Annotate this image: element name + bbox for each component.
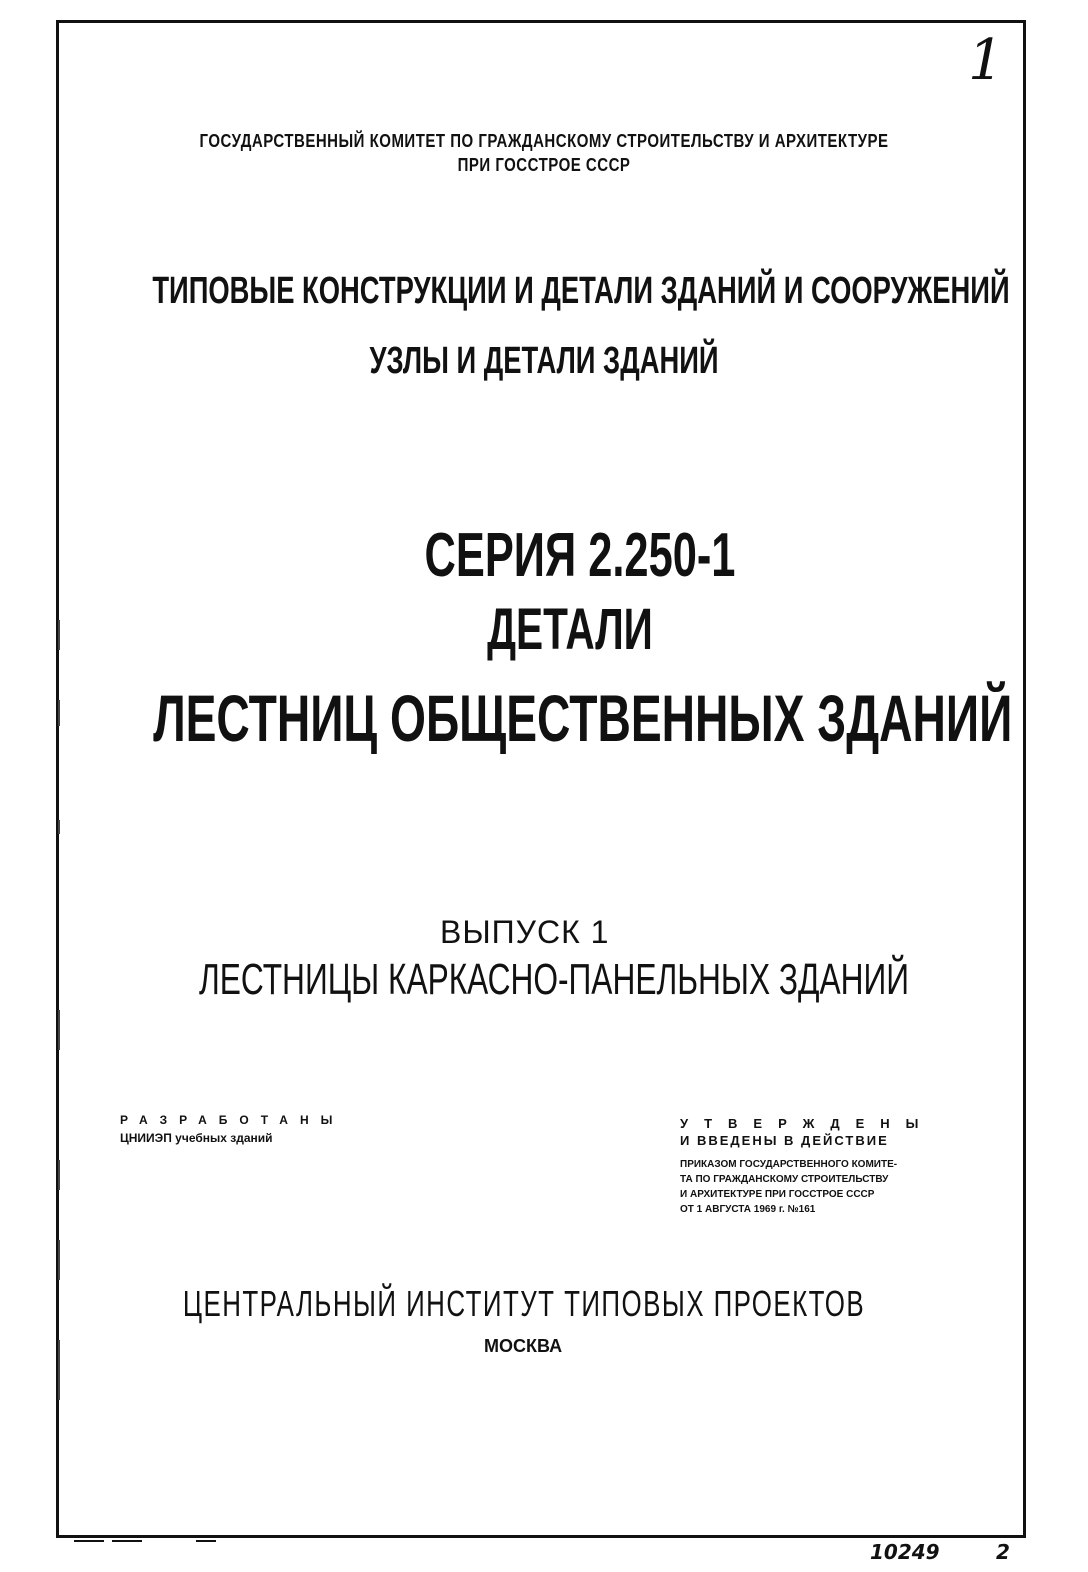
footer-sheet: 2	[996, 1540, 1010, 1564]
heading-nodes-details: УЗЛЫ И ДЕТАЛИ ЗДАНИЙ	[369, 340, 719, 382]
margin-mark	[58, 1010, 60, 1050]
margin-mark	[58, 820, 60, 834]
approved-line-1: ПРИКАЗОМ ГОСУДАРСТВЕННОГО КОМИТЕ-	[680, 1159, 898, 1170]
margin-mark	[58, 620, 60, 650]
institute-city: МОСКВА	[484, 1336, 563, 1356]
issue-label: ВЫПУСК 1	[440, 914, 610, 950]
heading-typical-structures: ТИПОВЫЕ КОНСТРУКЦИИ И ДЕТАЛИ ЗДАНИЙ И СООРУЖЕНИЙ	[152, 270, 1010, 312]
bottom-dash	[196, 1540, 216, 1542]
bottom-dash	[112, 1540, 142, 1542]
margin-mark	[58, 700, 60, 726]
developed-by: ЦНИИЭП учебных зданий	[120, 1131, 273, 1145]
committee-line-2: ПРИ ГОССТРОЕ СССР	[457, 154, 631, 177]
approved-label: УТВЕРЖДЕНЫ	[680, 1116, 935, 1131]
series-code: СЕРИЯ 2.250-1	[424, 521, 736, 590]
developed-label: РАЗРАБОТАНЫ	[120, 1113, 345, 1127]
committee-line-1: ГОСУДАРСТВЕННЫЙ КОМИТЕТ ПО ГРАЖДАНСКОМУ СТРОИТЕЛЬСТВУ И АРХИТЕКТУРЕ	[199, 130, 889, 153]
institute-name: ЦЕНТРАЛЬНЫЙ ИНСТИТУТ ТИПОВЫХ ПРОЕКТОВ	[182, 1283, 866, 1324]
approved-line-3: И АРХИТЕКТУРЕ ПРИ ГОССТРОЕ СССР	[680, 1189, 875, 1200]
footer-code: 10249	[870, 1540, 940, 1564]
margin-mark	[58, 1340, 60, 1400]
approved-line-2: ТА ПО ГРАЖДАНСКОМУ СТРОИТЕЛЬСТВУ	[680, 1174, 889, 1185]
margin-mark	[58, 1160, 60, 1190]
series-title-details: ДЕТАЛИ	[487, 597, 653, 662]
issue-title: ЛЕСТНИЦЫ КАРКАСНО-ПАНЕЛЬНЫХ ЗДАНИЙ	[198, 955, 910, 1004]
approved-label-2: И ВВЕДЕНЫ В ДЕЙСТВИЕ	[680, 1133, 889, 1148]
bottom-dash	[74, 1540, 104, 1542]
page-number-handwritten: 1	[968, 28, 1004, 93]
margin-mark	[58, 1240, 60, 1280]
approved-line-4: ОТ 1 АВГУСТА 1969 г. №161	[680, 1204, 816, 1215]
series-title-stairs: ЛЕСТНИЦ ОБЩЕСТВЕННЫХ ЗДАНИЙ	[153, 681, 1013, 755]
